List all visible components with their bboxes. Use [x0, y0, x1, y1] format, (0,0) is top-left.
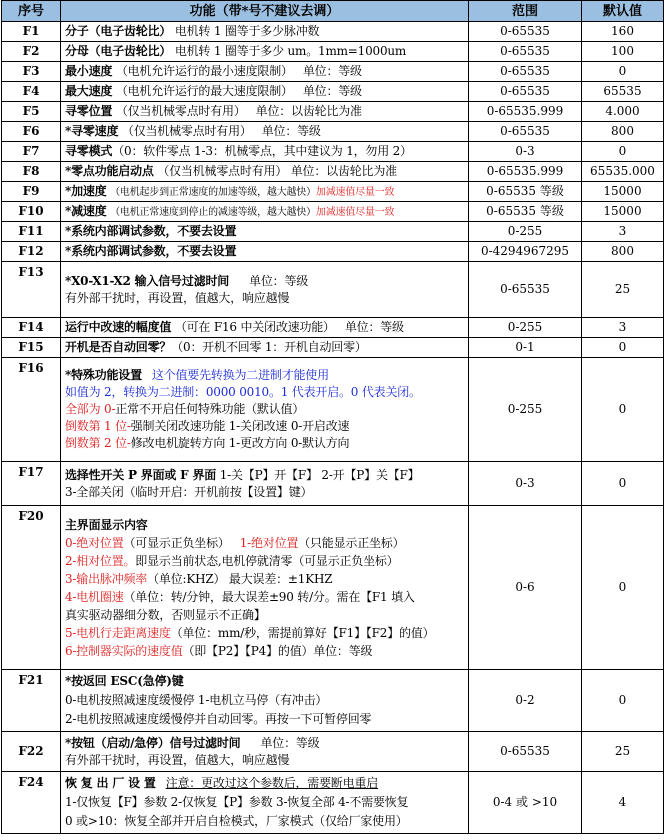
param-id: F10: [2, 202, 61, 222]
param-name: 分母（电子齿轮比）: [65, 44, 172, 58]
param-function: [61, 82, 469, 102]
param-option-text: 正常不开启任何特殊功能（默认值）: [115, 402, 305, 416]
table-row: [2, 338, 664, 358]
param-function: [61, 162, 469, 182]
param-option-text: （单位：转/分钟，最大误差±90 转/分。需在【F1 填入: [123, 589, 415, 604]
param-option-key: 5-电机行走距离速度: [65, 625, 171, 640]
table-row: [2, 462, 664, 506]
param-line: 有外部干扰时，再设置，值越大，响应越慢: [65, 752, 290, 767]
param-desc: （电机正常速度到停止的减速等级，越大越快）: [110, 206, 316, 218]
param-name: *X0-X1-X2 输入信号过滤时间: [65, 273, 230, 288]
param-desc: 电机转 1 圈等于多少 um。1mm=1000um: [174, 44, 407, 58]
param-desc: （0：开机不回零 1：开机自动回零）: [171, 340, 367, 354]
param-name: 运行中改速的幅度值: [65, 320, 172, 334]
param-function: [61, 62, 469, 82]
param-default: 15000: [582, 182, 664, 202]
param-unit: 单位：等级: [249, 273, 309, 288]
param-function: [61, 732, 469, 772]
param-default: 3: [582, 222, 664, 242]
param-range: 0-255: [469, 222, 582, 242]
param-function: [61, 222, 469, 242]
param-function: [61, 318, 469, 338]
param-default: 0: [582, 462, 664, 506]
param-range: 0-255: [469, 318, 582, 338]
param-option-key: 全部为 0-: [65, 402, 116, 416]
param-line: 2-电机按照减速度缓慢停并自动回零。再按一下可暂停回零: [65, 712, 372, 726]
param-function: [61, 262, 469, 318]
param-name: *系统内部调试参数，不要去设置: [65, 244, 237, 258]
param-default: 65535: [582, 82, 664, 102]
param-function: [61, 506, 469, 670]
param-note: 这个值要先转换为二进制才能使用: [151, 368, 329, 382]
param-name: 分子（电子齿轮比）: [65, 24, 172, 38]
param-id: F2: [2, 42, 61, 62]
param-option-text: （即【P2】【P4】的值）单位：等级: [182, 643, 373, 658]
param-range: 0-65535: [469, 82, 582, 102]
param-range: 0-65535: [469, 732, 582, 772]
param-unit: 单位：等级: [344, 320, 404, 334]
table-row: [2, 670, 664, 732]
param-option-key: 3-输出脉冲频率: [65, 571, 148, 586]
table-row: [2, 82, 664, 102]
param-note: 加减速值尽量一致: [315, 186, 395, 198]
param-default: 0: [582, 358, 664, 462]
table-row: [2, 732, 664, 772]
param-option-text: （只能显示正坐标）: [298, 535, 405, 550]
table-row: [2, 262, 664, 318]
param-name: *减速度: [65, 203, 107, 218]
param-unit: 单位：等级: [260, 735, 320, 750]
param-name: 恢 复 出 厂 设 置: [65, 776, 156, 790]
param-name: 主界面显示内容: [65, 517, 148, 532]
param-line: 3-全部关闭（临时开启：开机前按【设置】键）: [65, 484, 313, 499]
param-function: [61, 102, 469, 122]
param-function: [61, 242, 469, 262]
param-id: F20: [2, 506, 61, 670]
param-function: [61, 670, 469, 732]
param-desc: （电机允许运行的最小速度限制）: [115, 64, 293, 78]
param-range: 0-3: [469, 142, 582, 162]
param-id: F12: [2, 242, 61, 262]
param-name: *特殊功能设置: [65, 368, 142, 382]
param-option-key: 4-电机圈速: [65, 589, 124, 604]
param-name: *按钮（启动/急停）信号过滤时间: [65, 735, 241, 750]
table-row: [2, 242, 664, 262]
param-name: 最小速度: [65, 64, 113, 78]
param-id: F17: [2, 462, 61, 506]
param-function: [61, 202, 469, 222]
param-range: 0-1: [469, 338, 582, 358]
param-id: F3: [2, 62, 61, 82]
param-id: F16: [2, 358, 61, 462]
param-option-key: 2-相对位置。: [65, 553, 136, 568]
param-default: 4.000: [582, 102, 664, 122]
table-row: [2, 22, 664, 42]
param-option-key: 倒数第 1 位-: [65, 419, 131, 433]
param-default: 0: [582, 506, 664, 670]
param-option-text: 真实驱动器细分数，否则显示不正确】: [65, 607, 266, 622]
param-default: 100: [582, 42, 664, 62]
param-function: [61, 142, 469, 162]
param-desc: （仅当机械零点时有用）: [121, 124, 252, 138]
param-id: F9: [2, 182, 61, 202]
param-name: 寻零模式: [65, 144, 113, 158]
table-row: [2, 142, 664, 162]
param-desc: （0：软件零点 1-3：机械零点，其中建议为 1，勿用 2）: [112, 144, 412, 158]
param-range: 0-4 或 >10: [469, 772, 582, 834]
param-name: *零点功能启动点: [65, 164, 154, 178]
param-desc: （电机允许运行的最大速度限制）: [115, 84, 293, 98]
param-option-text: （单位:KHZ） 最大误差：±1KHZ: [147, 571, 333, 586]
param-default: 3: [582, 318, 664, 338]
param-id: F7: [2, 142, 61, 162]
param-option-key: 0-绝对位置: [65, 535, 124, 550]
param-range: 0-65535.999: [469, 102, 582, 122]
param-default: 800: [582, 122, 664, 142]
param-name: 开机是否自动回零？: [65, 340, 172, 354]
param-range: 0-6: [469, 506, 582, 670]
param-function: [61, 358, 469, 462]
param-range: 0-65535.999: [469, 162, 582, 182]
param-default: 15000: [582, 202, 664, 222]
param-function: [61, 182, 469, 202]
param-function: [61, 122, 469, 142]
param-option-key: 6-控制器实际的速度值: [65, 643, 183, 658]
param-default: 800: [582, 242, 664, 262]
param-line: 0-电机按照减速度缓慢停 1-电机立马停（有冲击）: [65, 693, 328, 707]
param-unit: 单位：以齿轮比为准: [255, 104, 362, 118]
table-row: [2, 102, 664, 122]
table-row: [2, 772, 664, 834]
param-default: 25: [582, 732, 664, 772]
param-name: 选择性开关 P 界面或 F 界面: [65, 467, 217, 482]
param-range: 0-3: [469, 462, 582, 506]
param-name: 最大速度: [65, 84, 113, 98]
param-desc: （电机起步到正常速度的加速等级，越大越快）: [110, 186, 316, 198]
param-desc: 注意：更改过这个参数后，需要断电重启: [165, 776, 379, 790]
table-row: [2, 506, 664, 670]
param-default: 25: [582, 262, 664, 318]
header-range: 范围: [469, 1, 582, 22]
param-range: 0-65535 等级: [469, 202, 582, 222]
param-unit: 单位：等级: [302, 84, 362, 98]
table-row: [2, 202, 664, 222]
param-option-text: 强制关闭改速功能 1-关闭改速 0-开启改速: [130, 419, 350, 433]
param-id: F1: [2, 22, 61, 42]
param-name: *按返回 ESC(急停)键: [65, 674, 184, 688]
parameter-table: [1, 0, 664, 834]
header-function: 功能（带*号不建议去调）: [61, 1, 469, 22]
param-name: *加速度: [65, 183, 107, 198]
param-note: 如值为 2，转换为二进制：0000 0010。1 代表开启。0 代表关闭。: [65, 385, 421, 399]
param-option-key: 1-绝对位置: [239, 535, 299, 550]
table-row: [2, 162, 664, 182]
table-row: [2, 358, 664, 462]
param-range: 0-65535: [469, 22, 582, 42]
param-id: F4: [2, 82, 61, 102]
param-option-text: （可显示正负坐标）: [123, 535, 230, 550]
table-header-row: [2, 1, 664, 22]
param-line: 有外部干扰时，再设置，值越大，响应越慢: [65, 290, 290, 305]
param-desc: （仅当机械零点时有用）: [157, 164, 288, 178]
param-unit: 单位：等级: [261, 124, 321, 138]
param-desc: （仅当机械零点时有用）: [115, 104, 246, 118]
param-desc: 电机转 1 圈等于多少脉冲数: [174, 24, 320, 38]
param-id: F22: [2, 732, 61, 772]
param-line: 1-仅恢复【F】参数 2-仅恢复【P】参数 3-恢复全部 4-不需要恢复: [65, 795, 409, 809]
param-range: 0-65535: [469, 262, 582, 318]
param-default: 65535.000: [582, 162, 664, 182]
param-range: 0-65535: [469, 42, 582, 62]
param-id: F13: [2, 262, 61, 318]
header-default: 默认值: [582, 1, 664, 22]
param-function: [61, 772, 469, 834]
param-default: 0: [582, 338, 664, 358]
param-function: [61, 42, 469, 62]
param-function: [61, 22, 469, 42]
param-desc: （可在 F16 中关闭改速功能）: [174, 320, 335, 334]
param-name: *寻零速度: [65, 124, 119, 138]
table-row: [2, 222, 664, 242]
param-desc: 1-关【P】开【F】 2-开【P】关【F】: [219, 467, 420, 482]
param-default: 4: [582, 772, 664, 834]
param-id: F14: [2, 318, 61, 338]
param-function: [61, 338, 469, 358]
table-row: [2, 182, 664, 202]
param-option-text: （单位：mm/秒，需提前算好【F1】【F2】的值）: [170, 625, 435, 640]
param-range: 0-4294967295: [469, 242, 582, 262]
param-id: F24: [2, 772, 61, 834]
param-line: 0 或>10：恢复全部并开启自检模式，厂家模式（仅给厂家使用）: [65, 814, 408, 828]
param-range: 0-2: [469, 670, 582, 732]
param-id: F6: [2, 122, 61, 142]
param-id: F5: [2, 102, 61, 122]
table-row: [2, 62, 664, 82]
table-row: [2, 42, 664, 62]
param-range: 0-255: [469, 358, 582, 462]
param-id: F15: [2, 338, 61, 358]
param-default: 0: [582, 62, 664, 82]
param-range: 0-65535: [469, 122, 582, 142]
param-id: F8: [2, 162, 61, 182]
param-id: F21: [2, 670, 61, 732]
param-range: 0-65535 等级: [469, 182, 582, 202]
table-row: [2, 122, 664, 142]
param-default: 0: [582, 670, 664, 732]
param-default: 0: [582, 142, 664, 162]
param-default: 160: [582, 22, 664, 42]
param-option-text: 修改电机旋转方向 1-更改方向 0-默认方向: [130, 436, 350, 450]
param-option-key: 倒数第 2 位-: [65, 436, 131, 450]
param-range: 0-65535: [469, 62, 582, 82]
header-id: 序号: [2, 1, 61, 22]
param-note: 加减速值尽量一致: [315, 206, 395, 218]
table-row: [2, 318, 664, 338]
param-name: 寻零位置: [65, 104, 113, 118]
param-name: *系统内部调试参数，不要去设置: [65, 224, 237, 238]
param-function: [61, 462, 469, 506]
param-id: F11: [2, 222, 61, 242]
param-unit: 单位：以齿轮比为准: [290, 164, 397, 178]
param-unit: 单位：等级: [302, 64, 362, 78]
param-option-text: 即显示当前状态,电机停就清零（可显示正负坐标）: [135, 553, 399, 568]
